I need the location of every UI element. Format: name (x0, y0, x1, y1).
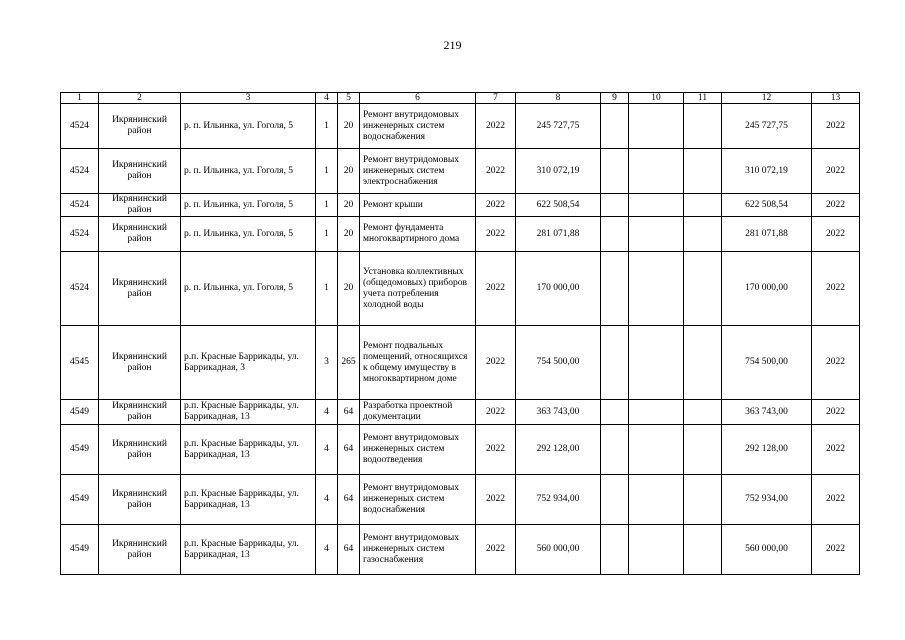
column-13-cell: 2022 (812, 194, 860, 217)
column-10-cell (629, 194, 684, 217)
column-9-cell (601, 252, 629, 326)
column-header: 13 (812, 93, 860, 104)
column-12-cell: 281 071,88 (722, 217, 812, 252)
district-cell: Икрянинский район (99, 149, 181, 194)
address-cell: р. п. Ильинка, ул. Гоголя, 5 (181, 194, 316, 217)
year-cell: 2022 (476, 149, 516, 194)
column-5-cell: 64 (338, 400, 360, 425)
row-id-cell: 4524 (61, 149, 99, 194)
district-cell: Икрянинский район (99, 217, 181, 252)
work-type-cell: Разработка проектной документации (360, 400, 476, 425)
column-12-cell: 754 500,00 (722, 326, 812, 400)
work-type-cell: Ремонт внутридомовых инженерных систем водоснабжения (360, 104, 476, 149)
page-number: 219 (443, 38, 462, 52)
column-9-cell (601, 475, 629, 525)
column-11-cell (684, 475, 722, 525)
year-cell: 2022 (476, 400, 516, 425)
column-10-cell (629, 326, 684, 400)
district-cell: Икрянинский район (99, 475, 181, 525)
column-5-cell: 20 (338, 149, 360, 194)
work-type-cell: Ремонт крыши (360, 194, 476, 217)
column-header: 10 (629, 93, 684, 104)
column-13-cell: 2022 (812, 400, 860, 425)
column-10-cell (629, 252, 684, 326)
year-cell: 2022 (476, 217, 516, 252)
work-type-cell: Ремонт подвальных помещений, относящихся к общему имуществу в многоквартирном доме (360, 326, 476, 400)
column-header: 11 (684, 93, 722, 104)
column-12-cell: 622 508,54 (722, 194, 812, 217)
total-cost-cell: 754 500,00 (516, 326, 601, 400)
column-12-cell: 170 000,00 (722, 252, 812, 326)
table-row (61, 104, 860, 149)
row-id-cell: 4549 (61, 425, 99, 475)
row-id-cell: 4524 (61, 252, 99, 326)
year-cell: 2022 (476, 104, 516, 149)
year-cell: 2022 (476, 525, 516, 575)
column-header: 5 (338, 93, 360, 104)
table-row (61, 217, 860, 252)
column-11-cell (684, 194, 722, 217)
column-11-cell (684, 149, 722, 194)
column-9-cell (601, 525, 629, 575)
total-cost-cell: 170 000,00 (516, 252, 601, 326)
column-13-cell: 2022 (812, 525, 860, 575)
row-id-cell: 4549 (61, 400, 99, 425)
column-header: 8 (516, 93, 601, 104)
address-cell: р. п. Ильинка, ул. Гоголя, 5 (181, 252, 316, 326)
column-13-cell: 2022 (812, 252, 860, 326)
work-type-cell: Ремонт внутридомовых инженерных систем электроснабжения (360, 149, 476, 194)
column-4-cell: 4 (316, 475, 338, 525)
column-4-cell: 1 (316, 149, 338, 194)
total-cost-cell: 752 934,00 (516, 475, 601, 525)
address-cell: р. п. Ильинка, ул. Гоголя, 5 (181, 149, 316, 194)
column-header: 3 (181, 93, 316, 104)
work-type-cell: Ремонт внутридомовых инженерных систем водоотведения (360, 425, 476, 475)
column-12-cell: 292 128,00 (722, 425, 812, 475)
column-12-cell: 310 072,19 (722, 149, 812, 194)
row-id-cell: 4549 (61, 475, 99, 525)
column-header: 12 (722, 93, 812, 104)
total-cost-cell: 245 727,75 (516, 104, 601, 149)
column-5-cell: 265 (338, 326, 360, 400)
column-11-cell (684, 400, 722, 425)
total-cost-cell: 292 128,00 (516, 425, 601, 475)
row-id-cell: 4524 (61, 104, 99, 149)
table-row (61, 326, 860, 400)
column-11-cell (684, 217, 722, 252)
address-cell: р.п. Красные Баррикады, ул. Баррикадная, 13 (181, 425, 316, 475)
table-row (61, 149, 860, 194)
column-4-cell: 4 (316, 425, 338, 475)
column-header: 7 (476, 93, 516, 104)
work-type-cell: Ремонт внутридомовых инженерных систем газоснабжения (360, 525, 476, 575)
column-5-cell: 64 (338, 475, 360, 525)
column-4-cell: 4 (316, 400, 338, 425)
district-cell: Икрянинский район (99, 425, 181, 475)
district-cell: Икрянинский район (99, 252, 181, 326)
column-13-cell: 2022 (812, 104, 860, 149)
column-9-cell (601, 194, 629, 217)
column-10-cell (629, 104, 684, 149)
table-row (61, 400, 860, 425)
address-cell: р.п. Красные Баррикады, ул. Баррикадная, 3 (181, 326, 316, 400)
column-9-cell (601, 326, 629, 400)
row-id-cell: 4524 (61, 217, 99, 252)
table-row (61, 194, 860, 217)
table-row (61, 425, 860, 475)
column-number-row (61, 93, 860, 104)
column-5-cell: 64 (338, 425, 360, 475)
work-type-cell: Ремонт фундамента многоквартирного дома (360, 217, 476, 252)
address-cell: р. п. Ильинка, ул. Гоголя, 5 (181, 217, 316, 252)
address-cell: р.п. Красные Баррикады, ул. Баррикадная, 13 (181, 525, 316, 575)
total-cost-cell: 281 071,88 (516, 217, 601, 252)
column-12-cell: 363 743,00 (722, 400, 812, 425)
column-11-cell (684, 104, 722, 149)
work-type-cell: Установка коллективных (общедомовых) приборов учета потребления холодной воды (360, 252, 476, 326)
column-header: 4 (316, 93, 338, 104)
column-11-cell (684, 326, 722, 400)
column-12-cell: 245 727,75 (722, 104, 812, 149)
year-cell: 2022 (476, 475, 516, 525)
row-id-cell: 4549 (61, 525, 99, 575)
column-11-cell (684, 252, 722, 326)
column-10-cell (629, 217, 684, 252)
year-cell: 2022 (476, 326, 516, 400)
column-13-cell: 2022 (812, 217, 860, 252)
district-cell: Икрянинский район (99, 104, 181, 149)
column-10-cell (629, 149, 684, 194)
district-cell: Икрянинский район (99, 400, 181, 425)
column-10-cell (629, 400, 684, 425)
column-13-cell: 2022 (812, 475, 860, 525)
column-12-cell: 752 934,00 (722, 475, 812, 525)
column-10-cell (629, 525, 684, 575)
address-cell: р. п. Ильинка, ул. Гоголя, 5 (181, 104, 316, 149)
column-header: 2 (99, 93, 181, 104)
column-9-cell (601, 217, 629, 252)
column-5-cell: 20 (338, 217, 360, 252)
address-cell: р.п. Красные Баррикады, ул. Баррикадная, 13 (181, 400, 316, 425)
row-id-cell: 4545 (61, 326, 99, 400)
column-5-cell: 20 (338, 252, 360, 326)
total-cost-cell: 310 072,19 (516, 149, 601, 194)
district-cell: Икрянинский район (99, 525, 181, 575)
column-4-cell: 1 (316, 252, 338, 326)
column-12-cell: 560 000,00 (722, 525, 812, 575)
table-row (61, 252, 860, 326)
year-cell: 2022 (476, 425, 516, 475)
column-11-cell (684, 425, 722, 475)
total-cost-cell: 622 508,54 (516, 194, 601, 217)
column-4-cell: 4 (316, 525, 338, 575)
total-cost-cell: 560 000,00 (516, 525, 601, 575)
column-header: 1 (61, 93, 99, 104)
table-row (61, 475, 860, 525)
address-cell: р.п. Красные Баррикады, ул. Баррикадная, 13 (181, 475, 316, 525)
work-schedule-table (60, 92, 860, 575)
column-9-cell (601, 400, 629, 425)
district-cell: Икрянинский район (99, 194, 181, 217)
work-type-cell: Ремонт внутридомовых инженерных систем водоснабжения (360, 475, 476, 525)
total-cost-cell: 363 743,00 (516, 400, 601, 425)
column-header: 6 (360, 93, 476, 104)
column-9-cell (601, 104, 629, 149)
column-13-cell: 2022 (812, 326, 860, 400)
column-10-cell (629, 425, 684, 475)
column-5-cell: 20 (338, 104, 360, 149)
column-10-cell (629, 475, 684, 525)
column-4-cell: 1 (316, 194, 338, 217)
column-4-cell: 3 (316, 326, 338, 400)
column-header: 9 (601, 93, 629, 104)
column-11-cell (684, 525, 722, 575)
column-5-cell: 64 (338, 525, 360, 575)
column-4-cell: 1 (316, 104, 338, 149)
row-id-cell: 4524 (61, 194, 99, 217)
column-9-cell (601, 425, 629, 475)
district-cell: Икрянинский район (99, 326, 181, 400)
column-13-cell: 2022 (812, 149, 860, 194)
year-cell: 2022 (476, 252, 516, 326)
column-4-cell: 1 (316, 217, 338, 252)
table-row (61, 525, 860, 575)
column-13-cell: 2022 (812, 425, 860, 475)
column-9-cell (601, 149, 629, 194)
column-5-cell: 20 (338, 194, 360, 217)
year-cell: 2022 (476, 194, 516, 217)
